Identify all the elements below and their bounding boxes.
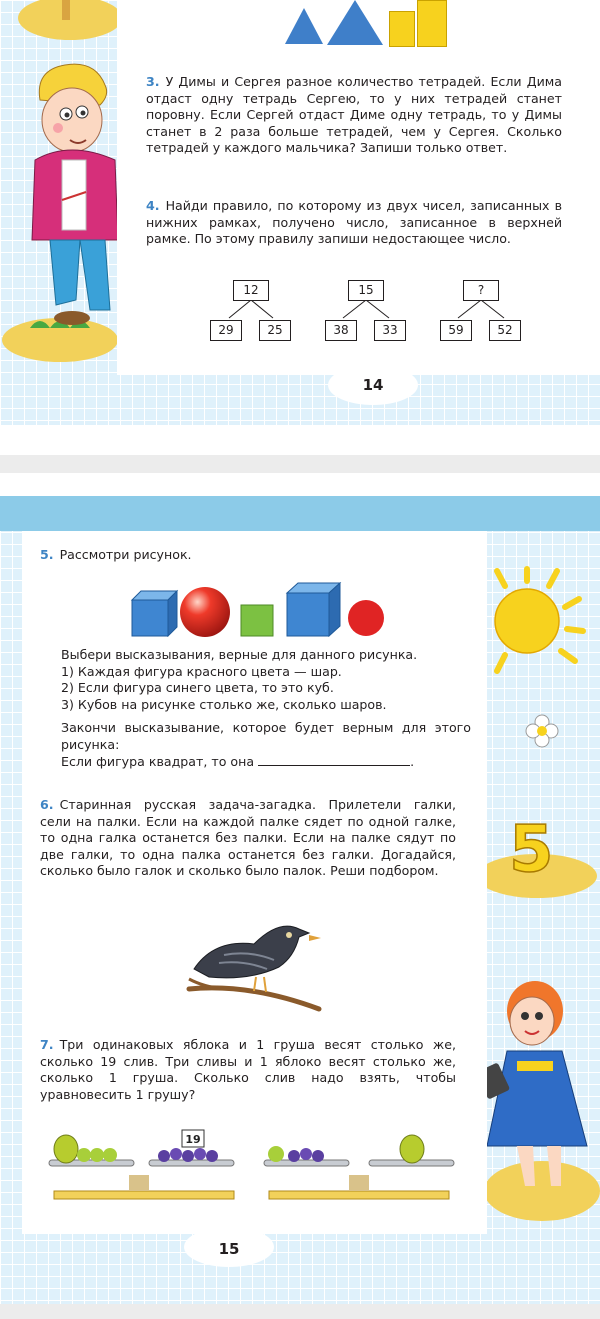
yellow-large-rectangle — [417, 0, 447, 47]
task-3-text: У Димы и Сергея разное количество тетрадей. Если Дима отдаст одну тетрадь Сергею, то у них тетрадей станет поровну. Если Сергей отдаст Диме одну тетрадь, то у Димы станет в 2 раза больше тетрадей, чем у Сергея. Сколько тетрадей у каждого мальчика? Запиши только ответ. — [146, 74, 562, 156]
task-4-number: 4. — [146, 198, 160, 213]
task-5-heading — [40, 547, 460, 564]
task-5-option-1: 1) Каждая фигура красного цвета — шар. — [61, 663, 342, 679]
page-14-sheet — [117, 0, 600, 375]
task-4 — [146, 198, 562, 248]
large-blue-cube — [287, 583, 340, 636]
boy-illustration — [0, 0, 118, 375]
small-red-circle — [348, 600, 384, 636]
task-7-text: Три одинаковых яблока и 1 груша весят столько же, сколько 19 слив. Три сливы и 1 яблоко весят столько же, сколько 1 груша. Сколько слив надо взять, чтобы уравновесить 1 грушу? — [40, 1037, 456, 1102]
task-4-text: Найди правило, по которому из двух чисел, записанных в нижних рамках, получено число, записанное в верхней рамке. По этому правилу запиши недостающее число. — [146, 198, 562, 247]
task-5-body — [61, 647, 471, 770]
left-scale — [49, 1130, 234, 1199]
tree-2-right: 33 — [374, 320, 406, 341]
task-5-finish: Закончи высказывание, которое будет верным для этого рисунка: — [61, 720, 471, 752]
task-7 — [40, 1037, 456, 1103]
task-5-statement-end: . — [410, 753, 415, 769]
blue-large-triangle — [327, 0, 383, 45]
page-separator — [0, 425, 600, 496]
balance-scales — [44, 1125, 464, 1205]
mascot-five: 5 — [509, 813, 554, 887]
tree-3-right: 52 — [489, 320, 521, 341]
tree-2-top: 15 — [348, 280, 384, 301]
task-3 — [146, 74, 562, 157]
task-6 — [40, 797, 456, 880]
right-illustrations — [487, 531, 600, 1231]
jackdaw-on-branch — [184, 917, 324, 1013]
tree-1-right: 25 — [259, 320, 291, 341]
textbook-page-15 — [0, 496, 600, 1304]
right-scale — [264, 1135, 454, 1199]
tree-1-left: 29 — [210, 320, 242, 341]
plum-count-tag: 19 — [185, 1133, 201, 1146]
blue-small-triangle — [285, 8, 323, 44]
task-5-statement: Если фигура квадрат, то она — [61, 753, 255, 769]
bottom-separator — [0, 1304, 600, 1319]
green-square — [241, 605, 273, 636]
task-5-figures — [127, 579, 387, 637]
page-15-sheet — [22, 531, 487, 1234]
task-6-text: Старинная русская задача-загадка. Прилетели галки, сели на палки. Если на каждой палке сядет по одной галке, то одна галка останется без палки. Если на палке сядут по две галки, то одна палка останется без галки. Догадайся, сколько было галок и сколько было палок. Реши подбором. — [40, 797, 456, 879]
tree-3-left: 59 — [440, 320, 472, 341]
task-7-number: 7. — [40, 1037, 54, 1052]
answer-blank[interactable] — [258, 755, 410, 766]
task-5-statement-line — [61, 754, 471, 771]
task-3-number: 3. — [146, 74, 160, 89]
task-5-heading-text: Рассмотри рисунок. — [59, 547, 192, 562]
task-5-option-3: 3) Кубов на рисунке столько же, сколько шаров. — [61, 696, 387, 712]
tree-1-top: 12 — [233, 280, 269, 301]
page-number-14: 14 — [362, 376, 384, 394]
top-strip — [0, 496, 600, 531]
task-5-number: 5. — [40, 547, 54, 562]
tree-3-top: ? — [463, 280, 499, 301]
page-number-15: 15 — [218, 1240, 240, 1258]
small-blue-cube — [132, 591, 177, 636]
task-5-choose: Выбери высказывания, верные для данного рисунка. — [61, 647, 418, 662]
yellow-small-rectangle — [389, 11, 415, 47]
task-6-number: 6. — [40, 797, 54, 812]
textbook-page-14 — [0, 0, 600, 425]
large-red-ball — [180, 587, 230, 637]
tree-2-left: 38 — [325, 320, 357, 341]
task-5-option-2: 2) Если фигура синего цвета, то это куб. — [61, 680, 334, 696]
